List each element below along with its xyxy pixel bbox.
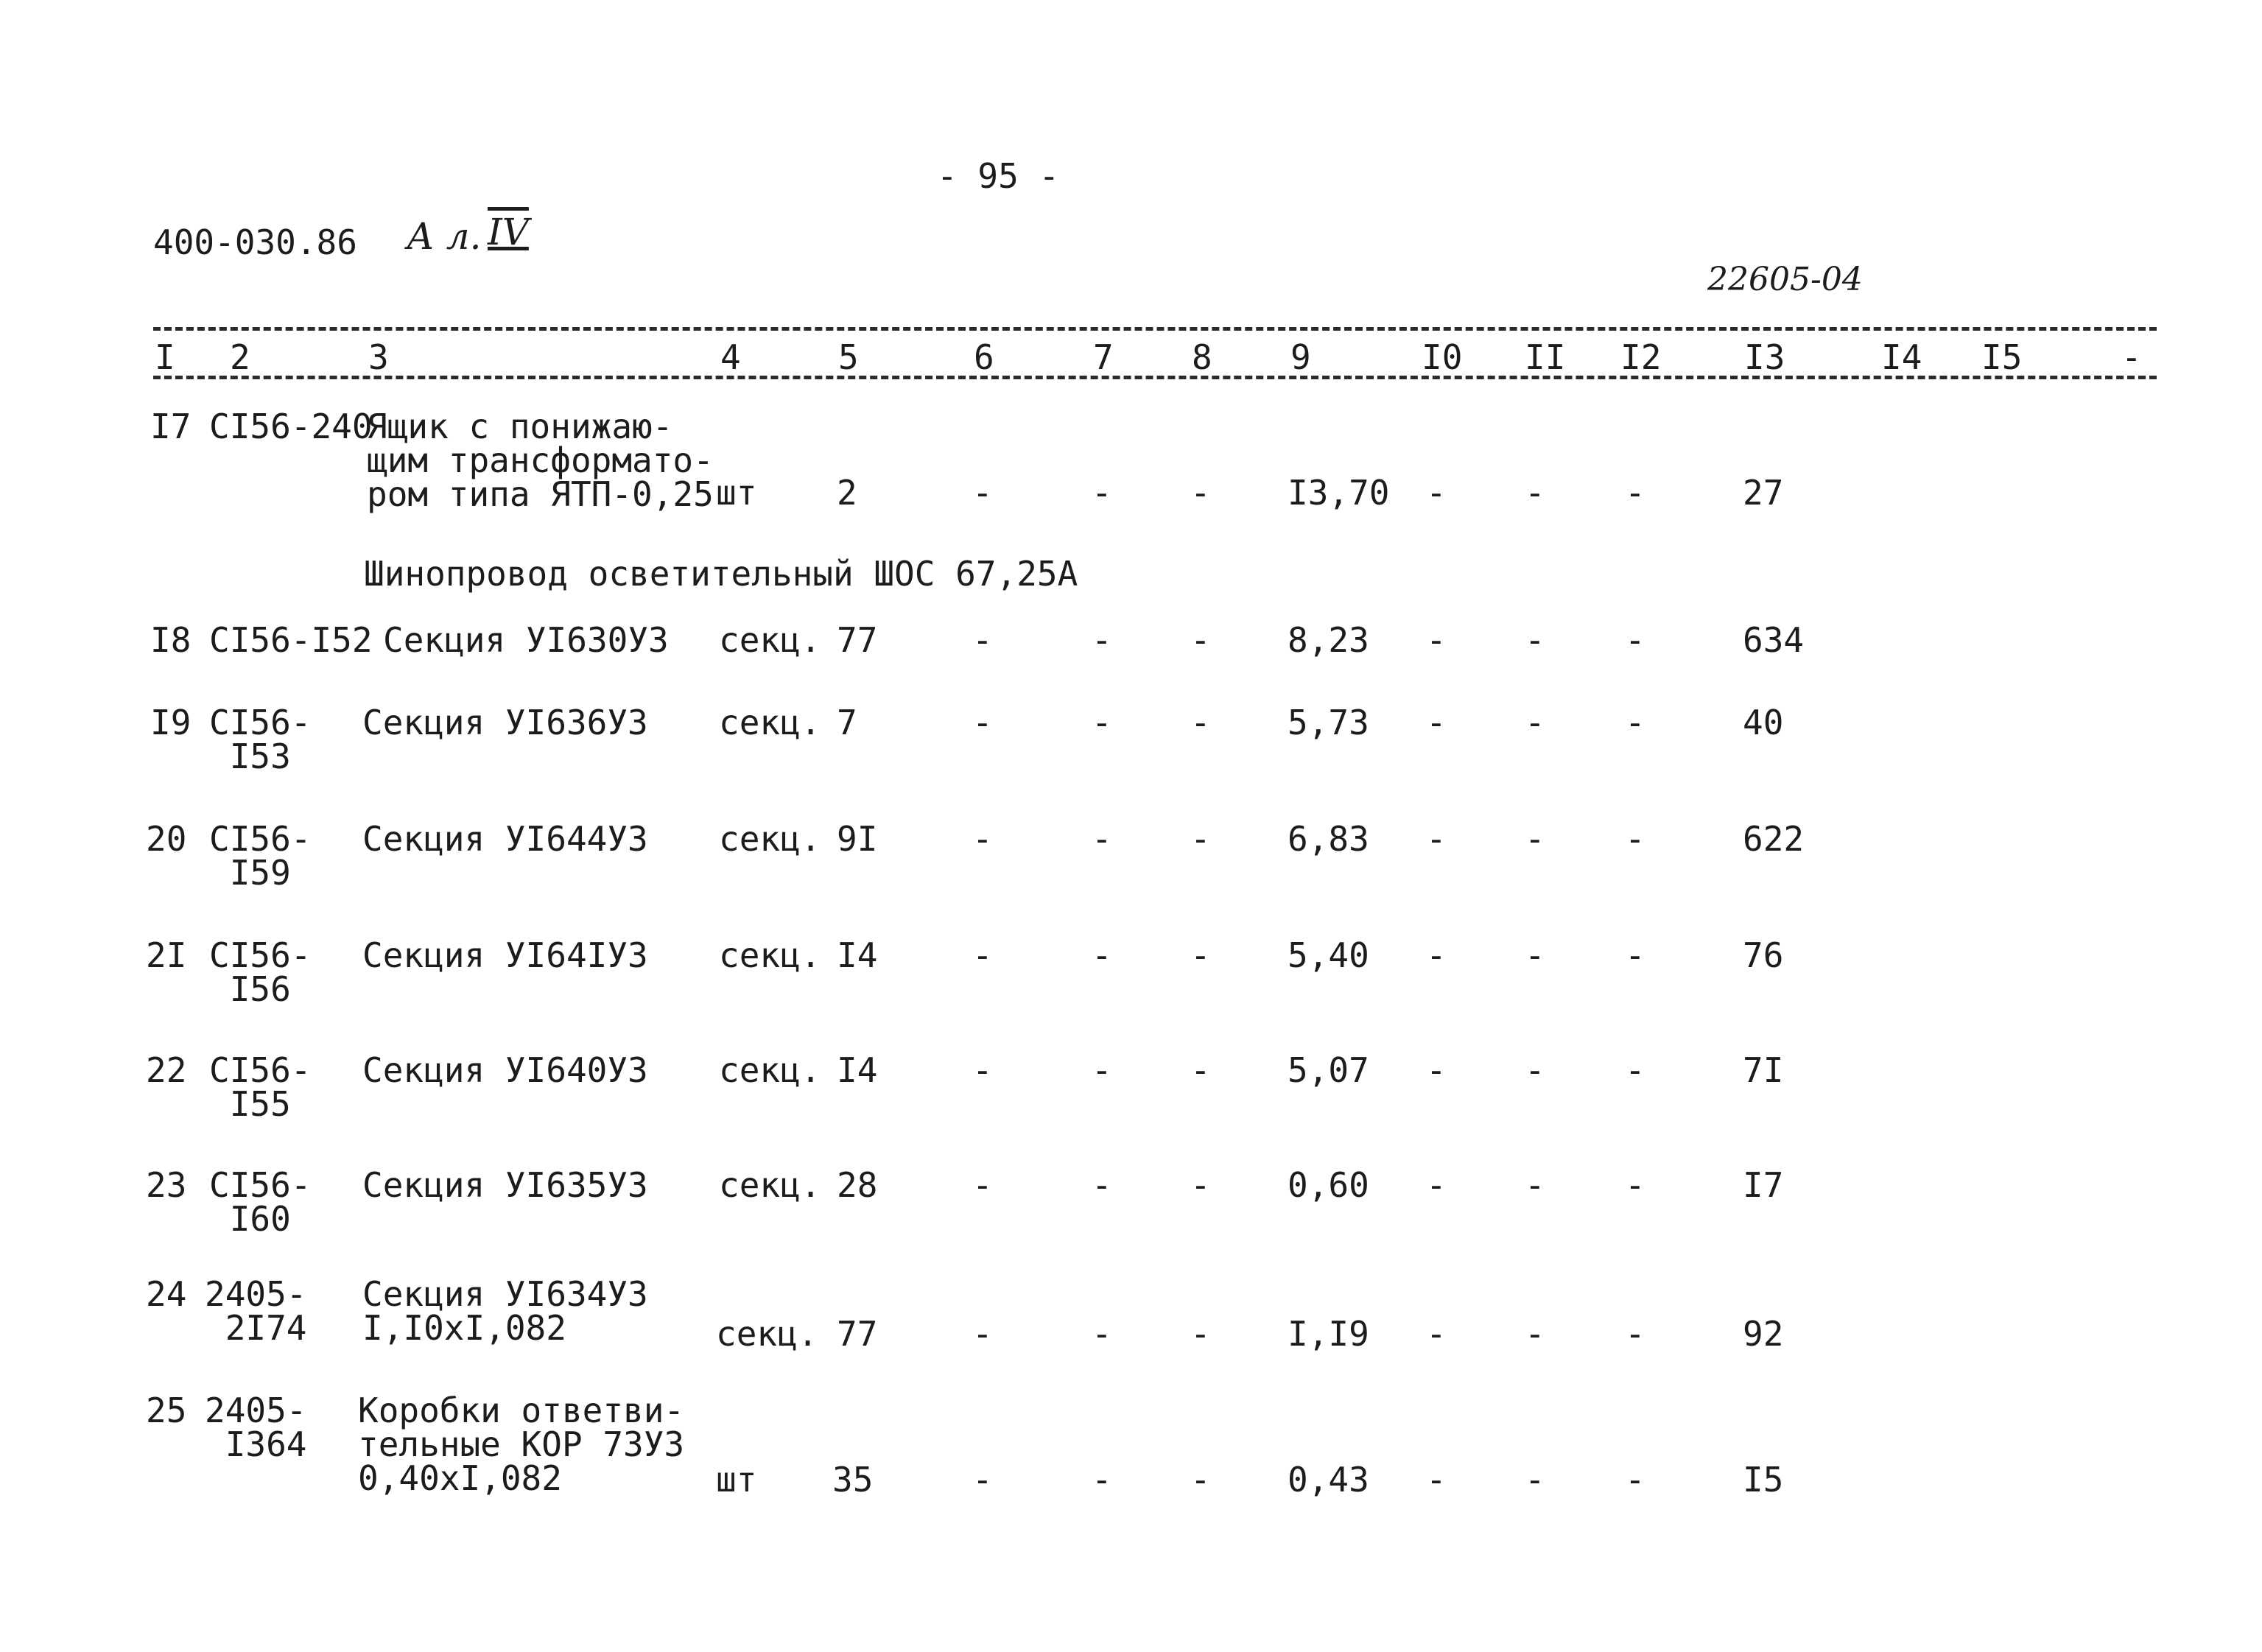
- row-col10: -: [1426, 1165, 1447, 1205]
- col-header-6: 6: [974, 337, 994, 377]
- row-unit: секц.: [719, 1165, 821, 1205]
- row-col12: -: [1625, 1050, 1645, 1090]
- row-name: Секция УI644У3: [362, 819, 648, 859]
- row-name: Секция УI64IУ3: [362, 935, 648, 975]
- row-col9: 6,83: [1288, 819, 1369, 859]
- row-col11: -: [1525, 1314, 1545, 1354]
- row-col13: 92: [1743, 1314, 1784, 1354]
- row-col12: -: [1625, 1460, 1645, 1500]
- header-bottom-rule: [153, 376, 2157, 379]
- row-col13: I7: [1743, 1165, 1784, 1205]
- row-col11: -: [1525, 1165, 1545, 1205]
- inventory-stamp: 22605-04: [1707, 261, 1863, 298]
- row-number: 20: [146, 819, 187, 859]
- row-col13: I5: [1743, 1460, 1784, 1500]
- row-col8: -: [1190, 473, 1211, 513]
- row-code: CI56- I53: [209, 703, 312, 776]
- row-col9: I,I9: [1288, 1314, 1369, 1354]
- row-col12: -: [1625, 1314, 1645, 1354]
- row-code: CI56-I52: [209, 620, 373, 660]
- row-unit: секц.: [719, 819, 821, 859]
- row-unit: секц.: [716, 1314, 818, 1354]
- row-col8: -: [1190, 819, 1211, 859]
- row-quantity: 28: [837, 1165, 878, 1205]
- col-header-1: I: [155, 337, 175, 377]
- row-col10: -: [1426, 1314, 1447, 1354]
- row-number: 22: [146, 1050, 187, 1090]
- row-col11: -: [1525, 1050, 1545, 1090]
- col-header-4: 4: [720, 337, 741, 377]
- col-header-10: I0: [1422, 337, 1463, 377]
- row-col12: -: [1625, 473, 1645, 513]
- row-col10: -: [1426, 473, 1447, 513]
- row-col10: -: [1426, 703, 1447, 742]
- row-name: Секция УI630У3: [383, 620, 669, 660]
- row-col11: -: [1525, 620, 1545, 660]
- row-code: CI56-240: [209, 407, 373, 446]
- col-header-5: 5: [838, 337, 859, 377]
- row-col10: -: [1426, 935, 1447, 975]
- col-header-end: -: [2121, 337, 2142, 377]
- col-header-8: 8: [1192, 337, 1212, 377]
- row-col9: 0,60: [1288, 1165, 1369, 1205]
- row-unit: шт: [716, 473, 757, 513]
- row-number: 24: [146, 1274, 187, 1314]
- col-header-14: I4: [1881, 337, 1922, 377]
- col-header-3: 3: [368, 337, 389, 377]
- row-col11: -: [1525, 1460, 1545, 1500]
- row-col7: -: [1092, 1165, 1112, 1205]
- row-col13: 76: [1743, 935, 1784, 975]
- row-unit: секц.: [719, 935, 821, 975]
- row-quantity: I4: [837, 935, 878, 975]
- row-col11: -: [1525, 819, 1545, 859]
- col-header-13: I3: [1744, 337, 1785, 377]
- row-quantity: 77: [837, 1314, 878, 1354]
- row-number: I9: [150, 703, 192, 742]
- row-col12: -: [1625, 703, 1645, 742]
- row-unit: секц.: [719, 620, 821, 660]
- row-col6: -: [972, 1314, 993, 1354]
- row-col13: 622: [1743, 819, 1805, 859]
- row-col11: -: [1525, 703, 1545, 742]
- row-col10: -: [1426, 620, 1447, 660]
- row-col9: 8,23: [1288, 620, 1369, 660]
- row-col12: -: [1625, 620, 1645, 660]
- album-numeral: IV: [488, 211, 529, 253]
- row-col7: -: [1092, 1460, 1112, 1500]
- section-title: Шинопровод осветительный ШОС 67,25А: [364, 554, 1078, 594]
- row-col13: 40: [1743, 703, 1784, 742]
- row-quantity: 35: [832, 1460, 874, 1500]
- row-col9: I3,70: [1288, 473, 1390, 513]
- row-unit: шт: [716, 1460, 757, 1500]
- col-header-7: 7: [1093, 337, 1114, 377]
- col-header-15: I5: [1981, 337, 2023, 377]
- row-col6: -: [972, 819, 993, 859]
- row-quantity: 77: [837, 620, 878, 660]
- row-number: 2I: [146, 935, 187, 975]
- row-col6: -: [972, 703, 993, 742]
- row-col12: -: [1625, 819, 1645, 859]
- row-col8: -: [1190, 1314, 1211, 1354]
- row-col8: -: [1190, 1050, 1211, 1090]
- row-col8: -: [1190, 1165, 1211, 1205]
- row-col9: 5,73: [1288, 703, 1369, 742]
- row-name: Коробки ответви- тельные КОР 73У3 0,40xI,082: [358, 1391, 685, 1498]
- row-col6: -: [972, 1050, 993, 1090]
- row-code: CI56- I59: [209, 819, 312, 893]
- header-top-rule: [153, 327, 2157, 331]
- col-header-2: 2: [230, 337, 250, 377]
- row-code: CI56- I56: [209, 935, 312, 1009]
- row-name: Секция УI640У3: [362, 1050, 648, 1090]
- row-col7: -: [1092, 620, 1112, 660]
- row-name: Ящик с понижаю- щим трансформато- ром типа ЯТП-0,25: [367, 407, 714, 514]
- row-code: 2405- I364: [205, 1391, 307, 1464]
- row-col6: -: [972, 473, 993, 513]
- document-code: 400-030.86: [153, 222, 357, 262]
- row-col6: -: [972, 1165, 993, 1205]
- row-quantity: 2: [837, 473, 857, 513]
- row-code: 2405- 2I74: [205, 1274, 307, 1348]
- row-col6: -: [972, 935, 993, 975]
- row-quantity: 7: [837, 703, 857, 742]
- row-quantity: I4: [837, 1050, 878, 1090]
- row-col8: -: [1190, 935, 1211, 975]
- row-col13: 634: [1743, 620, 1805, 660]
- page-number: - 95 -: [937, 156, 1060, 196]
- col-header-11: II: [1525, 337, 1566, 377]
- row-col12: -: [1625, 935, 1645, 975]
- row-code: CI56- I55: [209, 1050, 312, 1124]
- row-col9: 5,40: [1288, 935, 1369, 975]
- row-col10: -: [1426, 1460, 1447, 1500]
- row-unit: секц.: [719, 1050, 821, 1090]
- row-code: CI56- I60: [209, 1165, 312, 1239]
- row-col10: -: [1426, 819, 1447, 859]
- row-col13: 27: [1743, 473, 1784, 513]
- row-name: Секция УI634У3 I,I0xI,082: [362, 1274, 648, 1348]
- row-col9: 5,07: [1288, 1050, 1369, 1090]
- col-header-12: I2: [1620, 337, 1662, 377]
- row-col7: -: [1092, 1314, 1112, 1354]
- row-number: I7: [150, 407, 192, 446]
- row-col10: -: [1426, 1050, 1447, 1090]
- row-col7: -: [1092, 819, 1112, 859]
- row-col9: 0,43: [1288, 1460, 1369, 1500]
- row-unit: секц.: [719, 703, 821, 742]
- row-col11: -: [1525, 935, 1545, 975]
- row-name: Секция УI635У3: [362, 1165, 648, 1205]
- row-col8: -: [1190, 703, 1211, 742]
- row-col7: -: [1092, 1050, 1112, 1090]
- row-quantity: 9I: [837, 819, 878, 859]
- row-col11: -: [1525, 473, 1545, 513]
- row-col7: -: [1092, 703, 1112, 742]
- row-col8: -: [1190, 620, 1211, 660]
- row-col7: -: [1092, 935, 1112, 975]
- row-col7: -: [1092, 473, 1112, 513]
- row-col12: -: [1625, 1165, 1645, 1205]
- row-col6: -: [972, 1460, 993, 1500]
- row-number: 25: [146, 1391, 187, 1430]
- row-name: Секция УI636У3: [362, 703, 648, 742]
- row-number: 23: [146, 1165, 187, 1205]
- row-col6: -: [972, 620, 993, 660]
- album-label: А л.: [407, 215, 482, 258]
- row-col13: 7I: [1743, 1050, 1784, 1090]
- col-header-9: 9: [1290, 337, 1311, 377]
- row-number: I8: [150, 620, 192, 660]
- row-col8: -: [1190, 1460, 1211, 1500]
